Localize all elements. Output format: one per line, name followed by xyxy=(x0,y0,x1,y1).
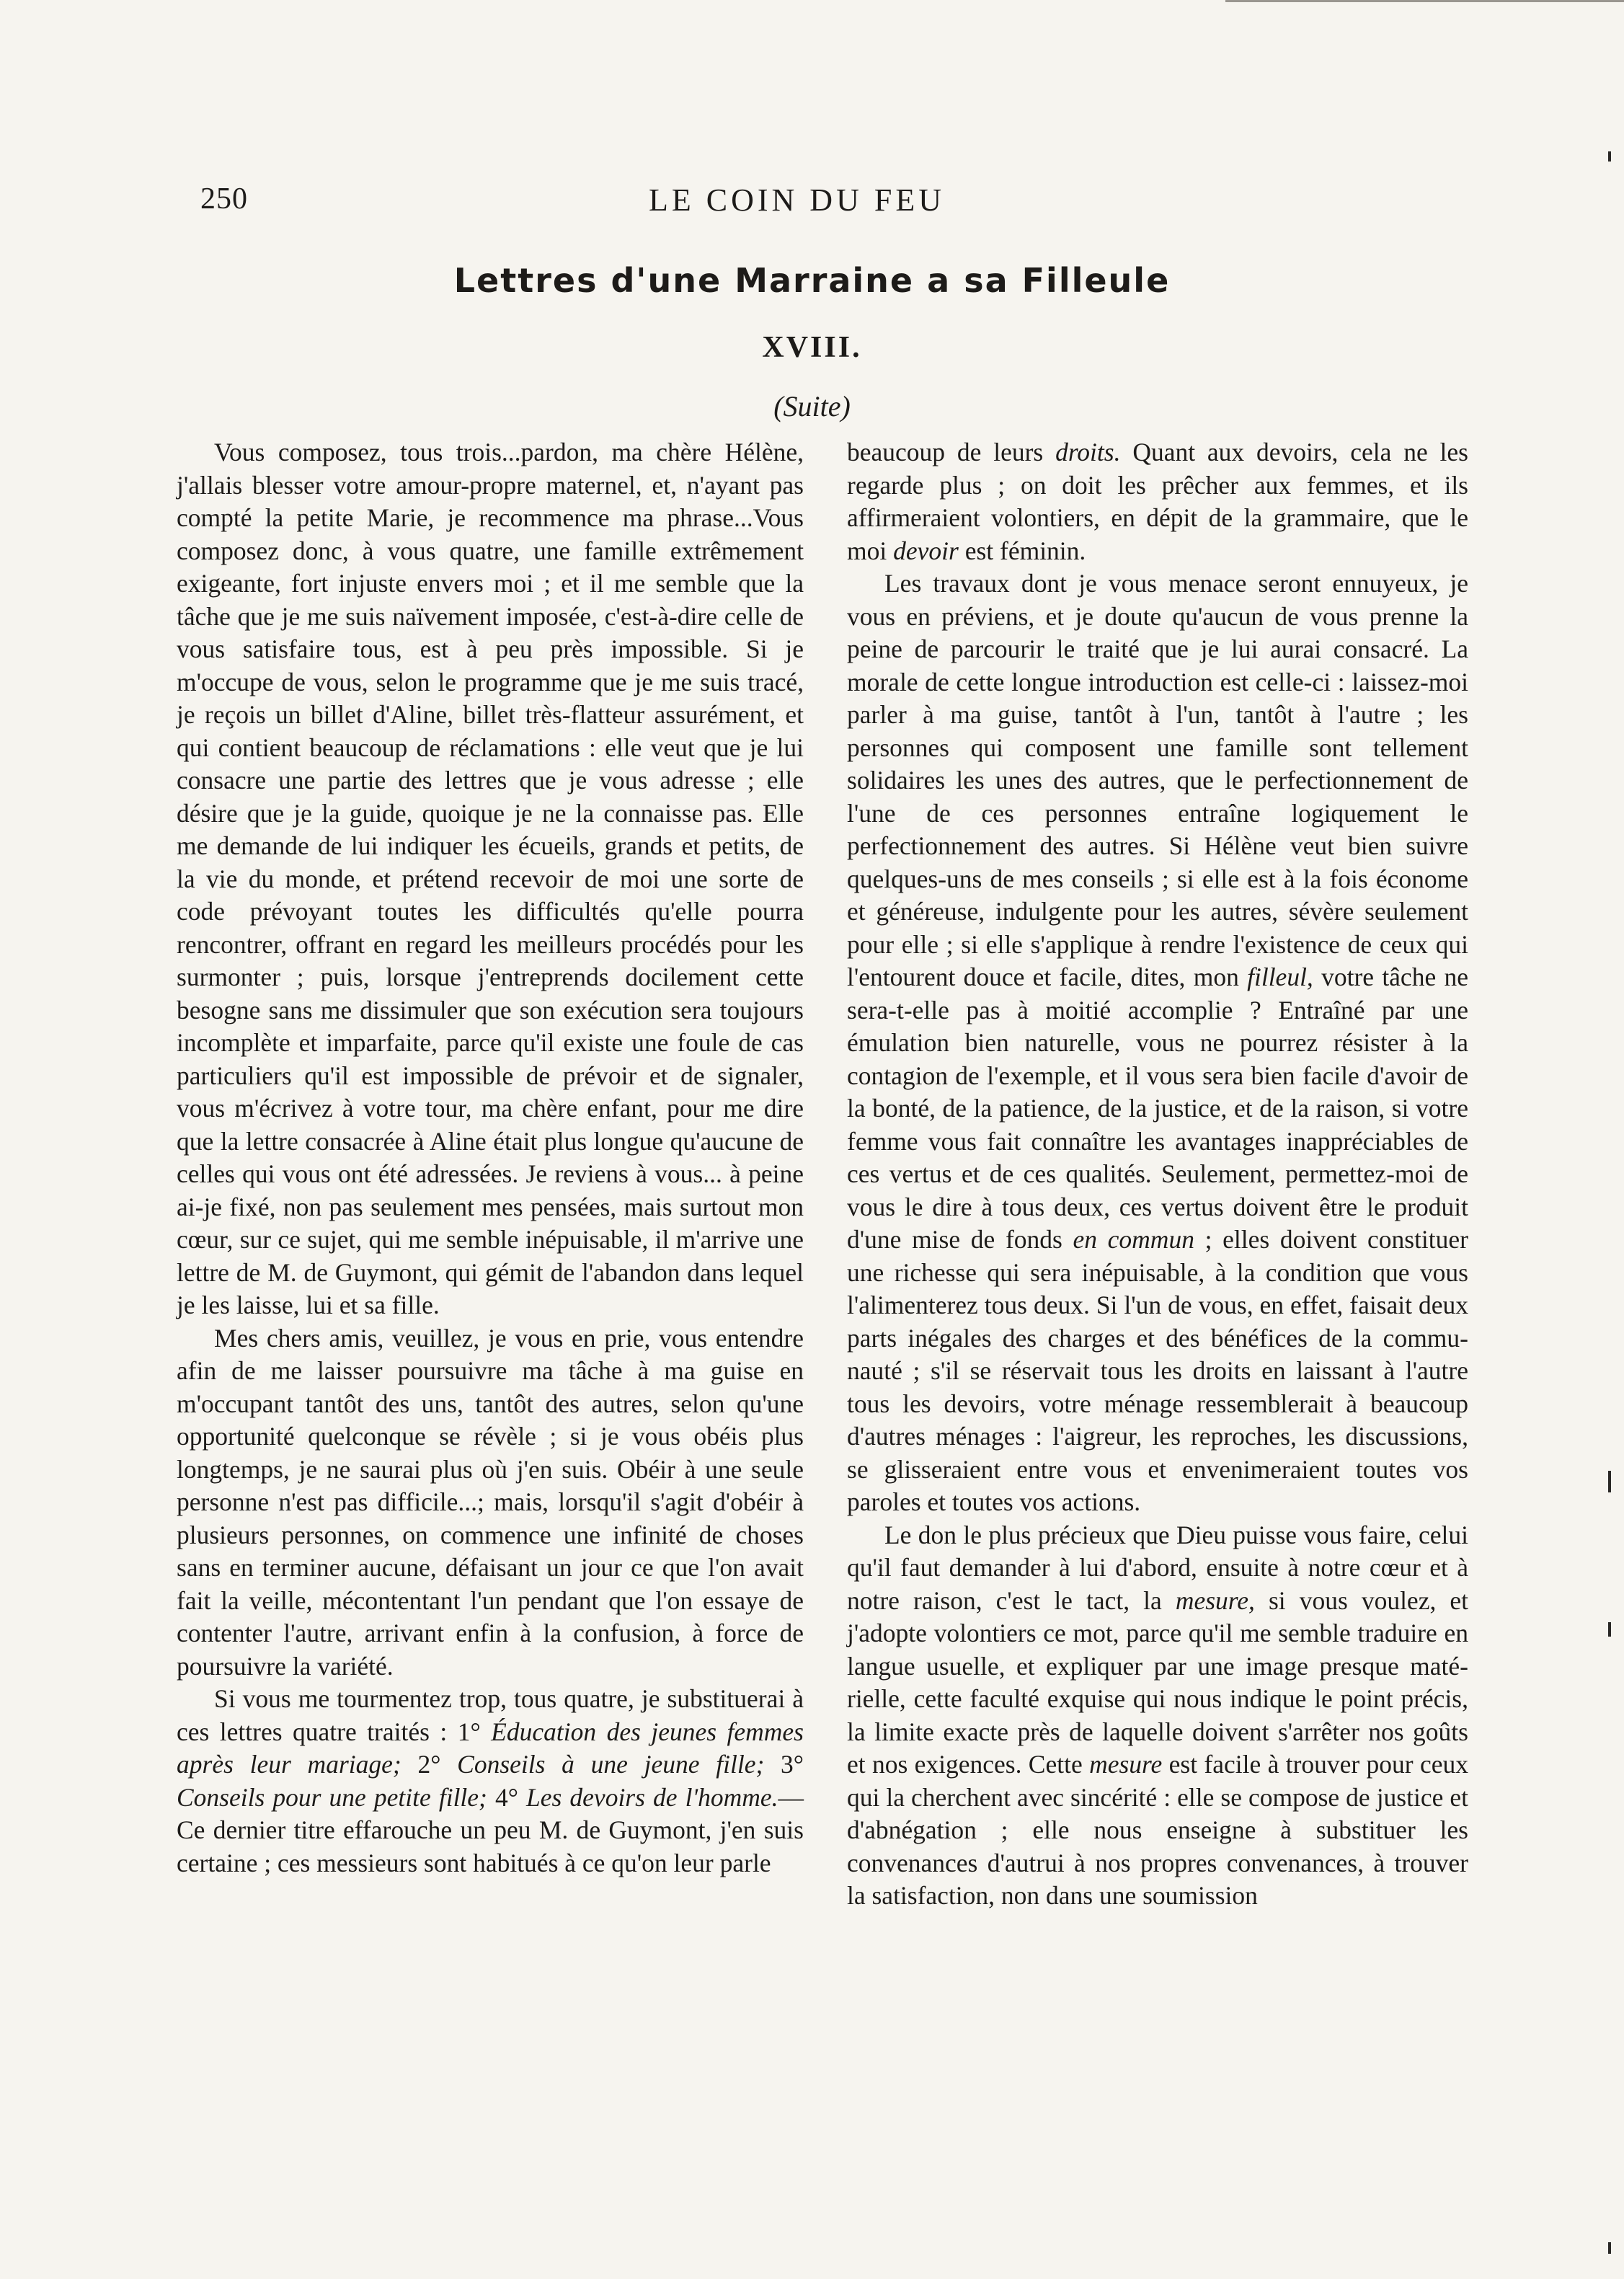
text-run: Si vous me tourmentez trop, tous quatre, je substituerai à ces lettres quatre traités : 1° xyxy=(177,1684,804,1746)
paragraph xyxy=(847,1519,1468,1913)
italic-word: en commun xyxy=(1073,1225,1194,1254)
text-run: 4° xyxy=(487,1782,527,1812)
paragraph xyxy=(847,567,1468,1519)
section-number: XVIII. xyxy=(762,331,862,364)
text-run: est facile à trouver pour ceux qui la cherchent avec sincérité : elle se compose de justice et d'abnégation ; elle nous enseigne à substituer les convenances d'autrui à nos propres convenances, à trouver la satisfaction, non dans une soumission xyxy=(847,1750,1468,1910)
italic-word: filleul, xyxy=(1247,963,1313,991)
text-run: si vous voulez, et j'adopte volontiers ce mot, parce qu'il me semble traduire en langue usuelle, et expliquer par une image presque matérielle, cette faculté exquise qui nous indique le point précis, la limite exacte près de laquelle doivent s'arrêter nos goûts et nos exigences. Cette xyxy=(847,1585,1468,1779)
text-run: Le don le plus précieux que Dieu puisse vous faire, celui qu'il faut demander à lui d'abord, ensuite à notre cœur et à notre raison, c'est le tact, la xyxy=(847,1520,1468,1615)
scan-edge-mark xyxy=(1608,151,1611,161)
italic-title: Éducation des jeunes femmes après leur mariage; xyxy=(177,1717,804,1779)
italic-title: Les devoirs de l'homme. xyxy=(526,1782,778,1812)
text-run: beaucoup de leurs xyxy=(847,438,1056,466)
text-run: Quant aux devoirs, cela ne les regarde plus ; on doit les prêcher aux femmes, et ils affirmeraient volontiers, en dépit de la grammaire, que le moi xyxy=(847,438,1468,565)
italic-word: droits. xyxy=(1055,438,1121,466)
italic-word: mesure, xyxy=(1175,1585,1255,1615)
article-title: Lettres d'une Marraine a sa Filleule xyxy=(453,261,1171,300)
italic-word: devoir xyxy=(893,536,959,565)
scan-edge-mark xyxy=(1608,2242,1611,2254)
text-run: est féminin. xyxy=(958,536,1086,565)
scan-edge-mark xyxy=(1608,1622,1611,1637)
text-run: 3° xyxy=(764,1750,804,1779)
section-subtitle: (Suite) xyxy=(773,390,851,422)
right-column xyxy=(847,436,1468,1913)
paragraph: Vous composez, tous trois...pardon, ma chère Hélène, j'allais blesser votre amour-propre maternel, et, n'ayant pas compté la petite Marie, je recommence ma phrase...Vous composez donc, à vous quatre, une famille extrêmement exigeante, fort injuste envers moi ; et il me semble que la tâche que je me suis naïvement imposée, c'est-à-dire celle de vous satisfaire tous, est à peu près impossible. Si je m'occupe de vous, selon le programme que je me suis tracé, je reçois un billet d'Aline, billet très-flatteur assurément, et qui contient beaucoup de réclamations : elle veut que je lui consacre une partie des lettres que je vous adresse ; elle désire que je la guide, quoique je ne la connaisse pas. Elle me demande de lui indiquer les écueils, grands et petits, de la vie du monde, et prétend recevoir de moi une sorte de code prévoyant toutes les difficultés qu'elle pourra rencontrer, offrant en regard les meilleurs procédés pour les surmonter ; puis, lorsque j'entreprends docilement cette besogne sans me dissimuler que son exécution sera toujours incomplète et imparfaite, parce qu'il existe une foule de cas particuliers qu'il est impossible de prévoir et de signaler, vous m'écrivez à votre tour, ma chère enfant, pour me dire que la lettre consacrée à Aline était plus longue qu'aucune de celles qui vous ont été adressées. Je reviens à vous... à peine ai-je fixé, non pas seulement mes pensées, mais surtout mon cœur, sur ce sujet, qui me semble inépuisable, il m'arrive une lettre de M. de Guymont, qui gémit de l'abandon dans lequel je les laisse, lui et sa fille. xyxy=(177,438,804,1319)
text-run: ; elles doivent constituer une richesse qui sera inépuisable, à la condition que vous l'alimenterez tous deux. Si l'un de vous, en effet, faisait deux parts inégales des charges et des bénéfices de la communauté ; s'il se réservait tous les droits en laissant à l'autre tous les devoirs, votre ménage ressemblerait à beaucoup d'autres ménages : l'aigreur, les reproches, les discussions, se glisseraient entre vous et envenimeraient toutes vos paroles et toutes vos actions. xyxy=(847,1225,1468,1516)
scan-edge-rule xyxy=(1225,0,1624,2)
left-column xyxy=(177,436,804,1880)
text-run: votre tâche ne sera-t-elle pas à moitié accomplie ? Entraîné par une émulation bien naturelle, vous ne pourrez résister à la contagion de l'exemple, et il vous sera bien facile d'avoir de la bonté, de la patience, de la justice, et de la raison, si votre femme vous fait connaître les avantages inappréciables de ces vertus et de ces qualités. Seulement, permettez-moi de vous le dire à tous deux, ces vertus doivent être le produit d'une mise de fonds xyxy=(847,963,1468,1254)
paragraph xyxy=(847,436,1468,567)
paragraph: Mes chers amis, veuillez, je vous en prie, vous entendre afin de me laisser poursuivre ma tâche à ma guise en m'occupant tantôt des uns, tantôt des autres, selon qu'une opportunité quelconque se révèle ; si je vous obéis plus longtemps, je ne saurai plus où j'en suis. Obéir à une seule personne n'est pas difficile...; mais, lorsqu'il s'agit d'obéir à plusieurs personnes, on commence une infinité de choses sans en terminer aucune, défaisant un jour ce que l'on avait fait la veille, mécontentant l'un pendant que l'on essaye de contenter l'autre, arrivant enfin à la confusion, à force de poursuivre la variété. xyxy=(177,1323,804,1681)
italic-word: mesure xyxy=(1089,1750,1163,1779)
text-run: 2° xyxy=(401,1750,458,1779)
text-run: Les travaux dont je vous menace seront ennuyeux, je vous en préviens, et je doute qu'aucun de vous prenne la peine de parcourir le traité que je lui aurai consacré. La morale de cette longue introduction est celle-ci : laissez-moi parler à ma guise, tantôt à l'un, tantôt à l'autre ; les personnes qui composent une famille sont tellement solidaires les unes des autres, que le perfectionnement de l'une de ces personnes entraîne logiquement le perfectionnement des autres. Si Hélène veut bien suivre quelques-uns de mes conseils ; si elle est à la fois économe et généreuse, indulgente pour les autres, sévère seulement pour elle ; si elle s'applique à rendre l'existence de ceux qui l'entourent douce et facile, dites, mon xyxy=(847,569,1468,991)
text-run: —Ce dernier titre effarouche un peu M. de Guymont, j'en suis certaine ; ces messieurs sont habitués à ce qu'on leur parle xyxy=(177,1782,804,1877)
italic-title: Conseils à une jeune fille; xyxy=(457,1750,765,1779)
paragraph xyxy=(177,1683,804,1880)
italic-title: Conseils pour une petite fille; xyxy=(177,1782,487,1812)
page-number: 250 xyxy=(200,182,248,216)
running-title: LE COIN DU FEU xyxy=(649,182,945,218)
scan-edge-mark xyxy=(1608,1471,1611,1492)
